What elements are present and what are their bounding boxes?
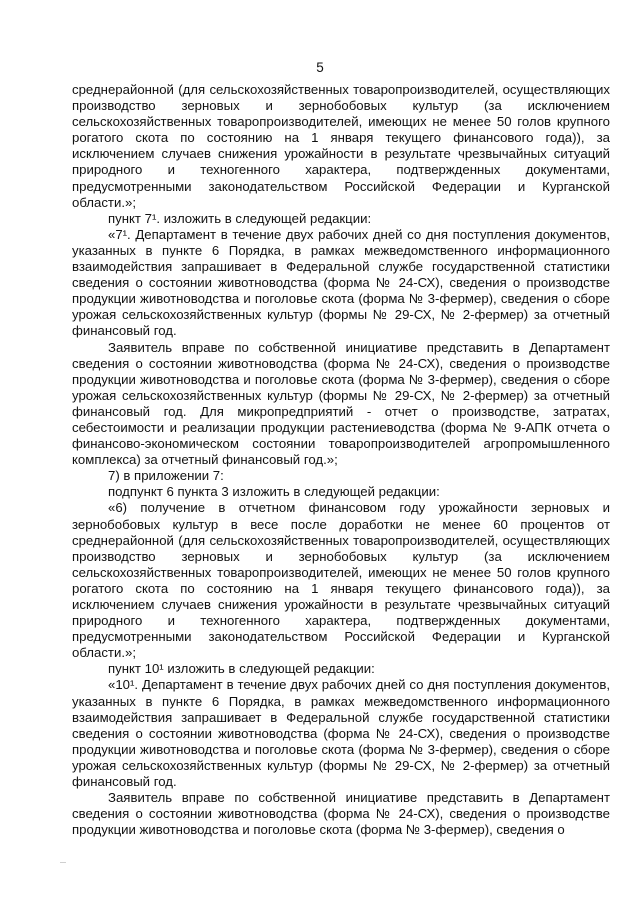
paragraph-3: «7¹. Департамент в течение двух рабочих дней со дня поступления документов, указанных в пункте 6 Порядка, в рамках межведомственного информационного взаимодействия запрашивает в Федеральной службе государственной статистики сведения о состоянии животноводства (форма № 24-СХ), сведения о производстве продукции животноводства и поголовье скота (форма № 3-фермер), сведения о сборе урожая сельскохозяйственных культур (формы № 29-СХ, № 2-фермер) за отчетный финансовый год.	[72, 226, 610, 339]
paragraph-4: Заявитель вправе по собственной инициативе представить в Департамент сведения о состоянии животноводства (форма № 24-СХ), сведения о производстве продукции животноводства и поголовье скота (форма № 3-фермер), сведения о сборе урожая сельскохозяйственных культур (формы № 29-СХ, № 2-фермер) за отчетный финансовый год. Для микропредприятий - отчет о производстве, затратах, себестоимости и реализации продукции растениеводства (форма № 9-АПК отчета о финансово-экономическом состоянии товаропроизводителей агропромышленного комплекса) за отчетный финансовый год.»;	[72, 339, 610, 468]
page-number: 5	[316, 60, 324, 75]
paragraph-9: «10¹. Департамент в течение двух рабочих дней со дня поступления документов, указанных в пункте 6 Порядка, в рамках межведомственного информационного взаимодействия запрашивает в Федеральной службе государственной статистики сведения о состоянии животноводства (форма № 24-СХ), сведения о производстве продукции животноводства и поголовье скота (форма № 3-фермер), сведения о сборе урожая сельскохозяйственных культур (формы № 29-СХ, № 2-фермер) за отчетный финансовый год.	[72, 677, 610, 790]
paragraph-1: среднерайонной (для сельскохозяйственных товаропроизводителей, осуществляющих производство зерновых и зернобобовых культур (за исключением сельскохозяйственных товаропроизводителей, имеющих не менее 50 голов крупного рогатого скота по состоянию на 1 января текущего финансового года)), за исключением случаев снижения урожайности в результате чрезвычайных ситуаций природного и техногенного характера, подтвержденных документами, предусмотренными законодательством Российской Федерации и Курганской области.»;	[72, 82, 610, 210]
paragraph-2: пункт 7¹. изложить в следующей редакции:	[108, 210, 372, 226]
paragraph-8: пункт 10¹ изложить в следующей редакции:	[108, 661, 375, 677]
document-body	[72, 82, 610, 838]
paragraph-7: «6) получение в отчетном финансовом году урожайности зерновых и зернобобовых культур в весе после доработки не менее 60 процентов от среднерайонной (для сельскохозяйственных товаропроизводителей, осуществляющих производство зерновых и зернобобовых культур (за исключением сельскохозяйственных товаропроизводителей, имеющих не менее 50 голов крупного рогатого скота по состоянию на 1 января текущего финансового года)), за исключением случаев снижения урожайности в результате чрезвычайных ситуаций природного и техногенного характера, подтвержденных документами, предусмотренными законодательством Российской Федерации и Курганской области.»;	[72, 500, 610, 661]
paragraph-6: подпункт 6 пункта 3 изложить в следующей редакции:	[108, 484, 440, 500]
paragraph-5: 7) в приложении 7:	[108, 468, 224, 484]
scan-mark	[60, 862, 66, 863]
paragraph-10: Заявитель вправе по собственной инициативе представить в Департамент сведения о состоянии животноводства (форма № 24-СХ), сведения о производстве продукции животноводства и поголовье скота (форма № 3-фермер), сведения о	[72, 790, 610, 838]
